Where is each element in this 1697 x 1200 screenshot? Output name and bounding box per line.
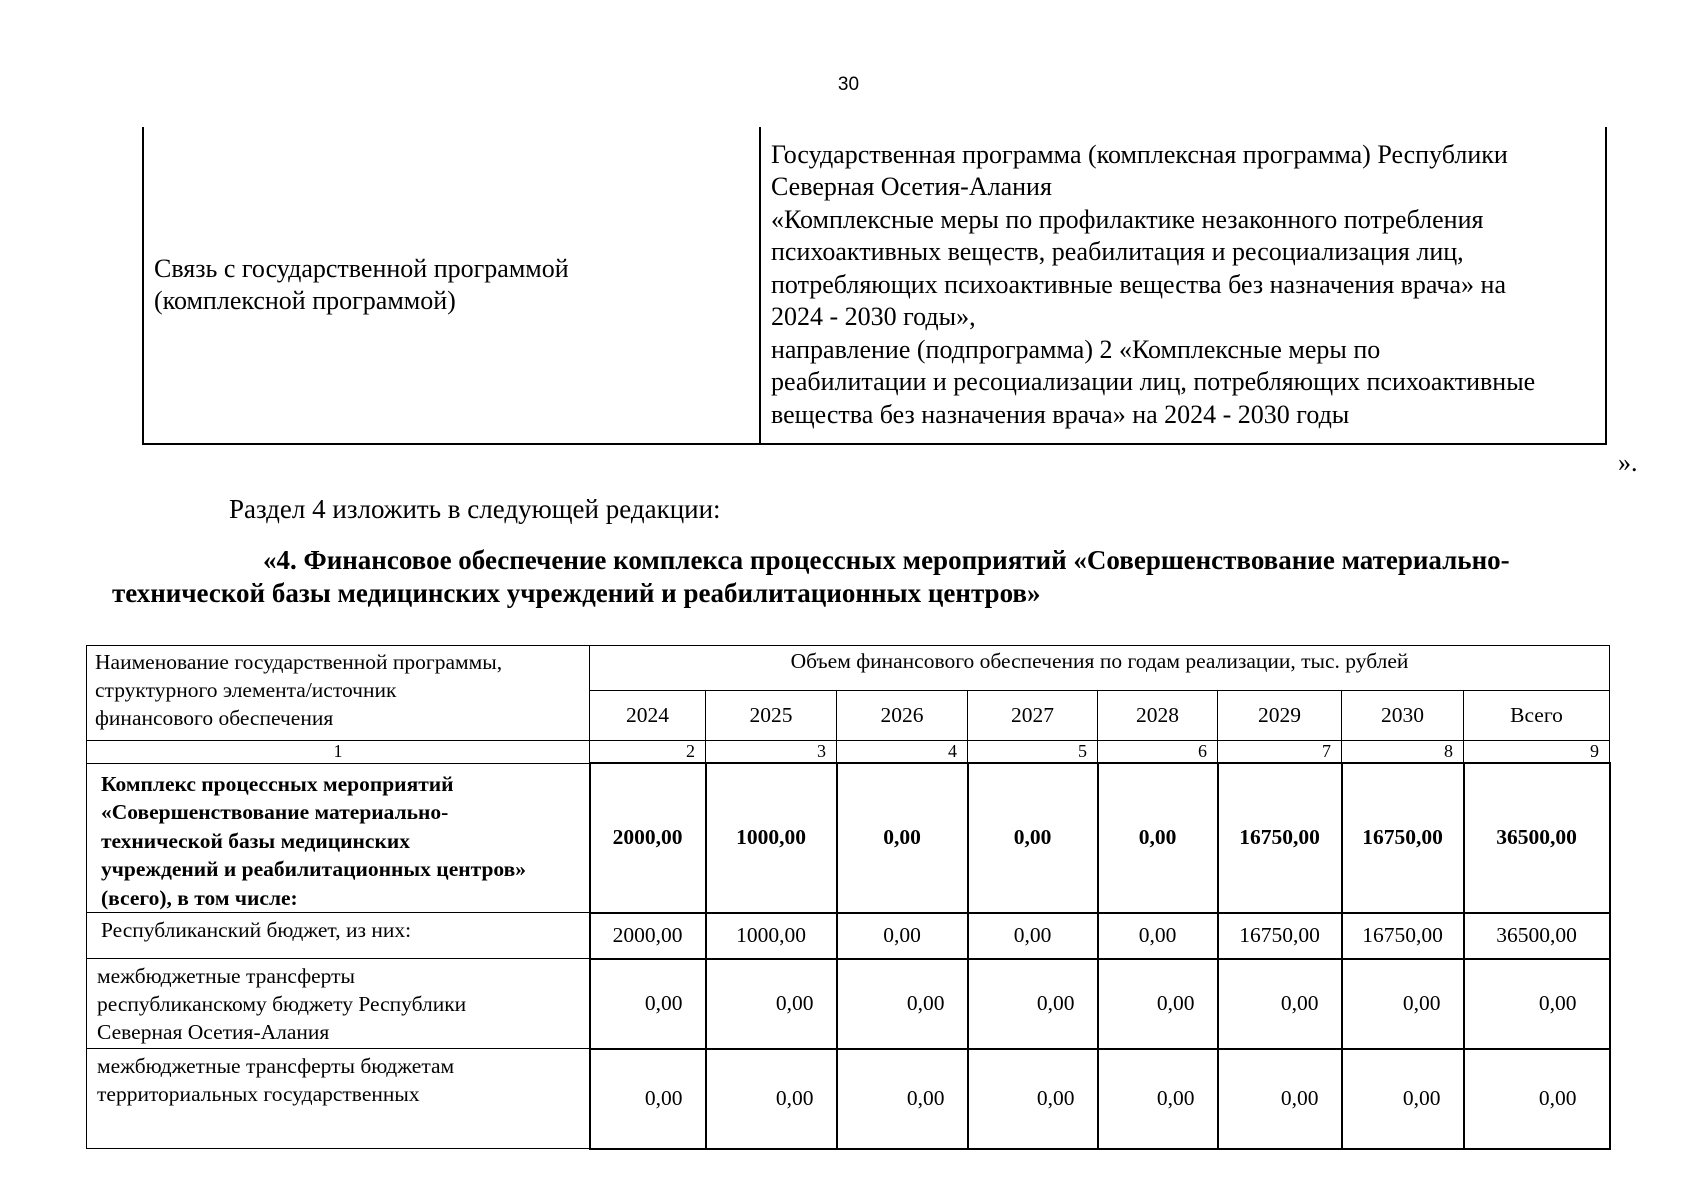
linkage-description-line: психоактивных веществ, реабилитация и ресоциализация лиц, xyxy=(771,237,1464,267)
value-cell: 16750,00 xyxy=(1342,763,1464,913)
linkage-description-line: направление (подпрограмма) 2 «Комплексные меры по xyxy=(771,334,1381,364)
year-header: 2029 xyxy=(1218,691,1342,741)
linkage-description-line: 2024 - 2030 годы», xyxy=(771,302,976,332)
row-name xyxy=(87,1049,590,1149)
value-cell: 0,00 xyxy=(837,763,968,913)
row-name xyxy=(87,959,590,1049)
value-cell: 1000,00 xyxy=(706,763,837,913)
linkage-label-line: Связь с государственной программой xyxy=(154,253,569,283)
table-row-republican-budget xyxy=(87,913,1610,959)
year-header: 2030 xyxy=(1342,691,1464,741)
value-cell: 0,00 xyxy=(706,1049,837,1149)
name-header-line: структурного элемента/источник xyxy=(95,678,397,702)
row-name xyxy=(87,763,590,913)
column-number: 7 xyxy=(1218,741,1342,764)
value-cell: 16750,00 xyxy=(1218,763,1342,913)
column-number-row xyxy=(87,741,1610,764)
name-header-line: финансового обеспечения xyxy=(95,706,334,730)
table-row-transfers-republic xyxy=(87,959,1610,1049)
row-name xyxy=(87,913,590,959)
value-cell: 16750,00 xyxy=(1342,913,1464,959)
volume-header: Объем финансового обеспечения по годам реализации, тыс. рублей xyxy=(590,646,1610,691)
column-number: 8 xyxy=(1342,741,1464,764)
year-header: 2026 xyxy=(837,691,968,741)
value-cell: 0,00 xyxy=(837,959,968,1049)
value-cell: 0,00 xyxy=(968,1049,1098,1149)
row-name-line: республиканскому бюджету Республики xyxy=(97,992,467,1016)
name-column-header xyxy=(87,646,590,741)
year-header: 2028 xyxy=(1098,691,1218,741)
value-cell: 0,00 xyxy=(1098,763,1218,913)
header-row xyxy=(87,646,1610,691)
page-number: 30 xyxy=(837,74,860,95)
financing-table xyxy=(86,645,1611,1150)
column-number: 9 xyxy=(1464,741,1610,764)
total-header: Всего xyxy=(1464,691,1610,741)
row-name-line: учреждений и реабилитационных центров» xyxy=(101,857,526,881)
column-number: 5 xyxy=(968,741,1098,764)
row-name-line: межбюджетные трансферты xyxy=(97,964,355,988)
name-header-line: Наименование государственной программы, xyxy=(95,650,503,674)
row-name-line: межбюджетные трансферты бюджетам xyxy=(97,1054,455,1078)
closing-quote: ». xyxy=(1618,448,1638,477)
linkage-description-line: реабилитации и ресоциализации лиц, потребляющих психоактивные xyxy=(771,367,1536,397)
value-cell: 36500,00 xyxy=(1464,763,1610,913)
linkage-description-line: «Комплексные меры по профилактике незаконного потребления xyxy=(771,204,1484,234)
value-cell: 0,00 xyxy=(1464,959,1610,1049)
value-cell: 0,00 xyxy=(837,913,968,959)
value-cell: 0,00 xyxy=(1464,1049,1610,1149)
row-name-line: Комплекс процессных мероприятий xyxy=(101,771,454,796)
value-cell: 0,00 xyxy=(1218,959,1342,1049)
column-number: 4 xyxy=(837,741,968,764)
column-number: 3 xyxy=(706,741,837,764)
value-cell: 0,00 xyxy=(1218,1049,1342,1149)
linkage-description-line: потребляющих психоактивные вещества без назначения врача» на xyxy=(771,269,1506,299)
value-cell: 2000,00 xyxy=(590,913,706,959)
linkage-description-line: Северная Осетия-Алания xyxy=(771,172,1052,202)
year-header: 2027 xyxy=(968,691,1098,741)
program-linkage-table xyxy=(142,127,1607,445)
year-header: 2024 xyxy=(590,691,706,741)
value-cell: 16750,00 xyxy=(1218,913,1342,959)
section-title: «4. Финансовое обеспечение комплекса процессных мероприятий «Совершенствование материально-технической базы медицинских учреждений и реабилитационных центров» xyxy=(112,545,1510,608)
linkage-description-line: Государственная программа (комплексная программа) Республики xyxy=(771,139,1508,169)
value-cell: 0,00 xyxy=(706,959,837,1049)
row-name-line: (всего), в том числе: xyxy=(101,885,298,910)
linkage-description-line: вещества без назначения врача» на 2024 - 2030 годы xyxy=(771,399,1350,429)
value-cell: 2000,00 xyxy=(590,763,706,913)
linkage-label xyxy=(143,127,760,444)
value-cell: 0,00 xyxy=(1098,1049,1218,1149)
value-cell: 1000,00 xyxy=(706,913,837,959)
value-cell: 0,00 xyxy=(1342,959,1464,1049)
linkage-row xyxy=(143,127,1606,444)
linkage-description xyxy=(760,127,1606,444)
table-row-transfers-territorial xyxy=(87,1049,1610,1149)
row-name-line: территориальных государственных xyxy=(97,1082,420,1106)
column-number: 6 xyxy=(1098,741,1218,764)
value-cell: 0,00 xyxy=(1098,913,1218,959)
value-cell: 36500,00 xyxy=(1464,913,1610,959)
table-row-total xyxy=(87,763,1610,913)
value-cell: 0,00 xyxy=(590,959,706,1049)
row-name-line: Северная Осетия-Алания xyxy=(97,1020,330,1044)
value-cell: 0,00 xyxy=(968,959,1098,1049)
value-cell: 0,00 xyxy=(968,913,1098,959)
year-header: 2025 xyxy=(706,691,837,741)
value-cell: 0,00 xyxy=(968,763,1098,913)
value-cell: 0,00 xyxy=(837,1049,968,1149)
value-cell: 0,00 xyxy=(1098,959,1218,1049)
column-number: 1 xyxy=(87,741,590,764)
linkage-label-line: (комплексной программой) xyxy=(154,286,456,315)
row-name-line: «Совершенствование материально- xyxy=(101,800,449,824)
row-name-line: Республиканский бюджет, из них: xyxy=(101,918,412,942)
value-cell: 0,00 xyxy=(1342,1049,1464,1149)
value-cell: 0,00 xyxy=(590,1049,706,1149)
instruction-text: Раздел 4 изложить в следующей редакции: xyxy=(229,494,721,524)
row-name-line: технической базы медицинских xyxy=(101,828,410,853)
column-number: 2 xyxy=(590,741,706,764)
